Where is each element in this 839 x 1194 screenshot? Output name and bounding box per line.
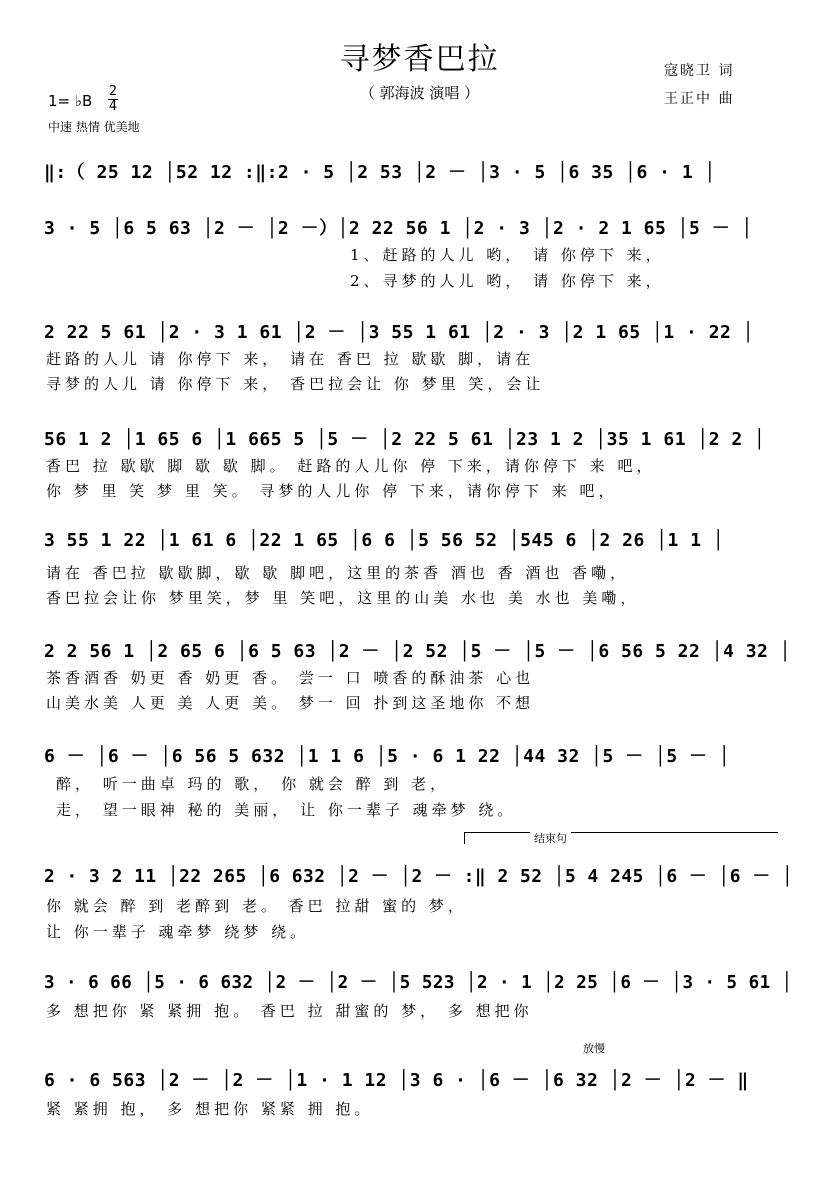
- lyrics-line-2-verse-2: 2、寻梦的人儿 哟， 请 你停下 来，: [350, 272, 665, 290]
- lyricist-credit: 寇晓卫 词: [664, 63, 735, 79]
- notation-line-10: 6 · 6 563 │2 － │2 － │1 · 1 12 │3 6 · │6 － │6 32 │2 － │2 － ‖: [44, 1070, 749, 1091]
- lyrics-line-7-verse-1: 醉， 听一曲卓 玛的 歌， 你 就会 醉 到 老，: [56, 775, 450, 793]
- key-signature: 1= ♭B: [48, 92, 93, 110]
- notation-line-4: 56 1 2 │1 65 6 │1 665 5 │5 － │2 22 5 61 │23 1 2 │35 1 61 │2 2 │: [44, 429, 766, 450]
- lyrics-line-10: 紧 紧拥 抱， 多 想把你 紧紧 拥 抱。: [46, 1100, 374, 1118]
- notation-line-3: 2 22 5 61 │2 · 3 1 61 │2 － │3 55 1 61 │2 · 3 │2 1 65 │1 · 22 │: [44, 322, 755, 343]
- lyrics-line-3-verse-2: 寻梦的人儿 请 你停下 来， 香巴拉会让 你 梦里 笑，会让: [46, 375, 545, 393]
- end-section-bracket: [464, 832, 778, 833]
- end-section-label: 结束句: [530, 830, 571, 846]
- lyrics-line-5-verse-1: 请在 香巴拉 歇歇脚，歇 歇 脚吧，这里的茶香 酒也 香 酒也 香嘞，: [46, 564, 630, 582]
- lyrics-line-7-verse-2: 走， 望一眼神 秘的 美丽， 让 你一辈子 魂牵梦 绕。: [56, 801, 517, 819]
- lyrics-line-8-verse-1: 你 就会 醉 到 老醉到 老。 香巴 拉甜 蜜的 梦，: [46, 897, 467, 915]
- lyrics-line-3-verse-1: 赶路的人儿 请 你停下 来， 请在 香巴 拉 歇歇 脚，请在: [46, 350, 535, 368]
- notation-line-6: 2 2 56 1 │2 65 6 │6 5 63 │2 － │2 52 │5 － │5 － │6 56 5 22 │4 32 │: [44, 641, 792, 662]
- time-signature: [108, 86, 118, 113]
- lyrics-line-8-verse-2: 让 你一辈子 魂牵梦 绕梦 绕。: [46, 923, 310, 941]
- lyrics-line-4-verse-2: 你 梦 里 笑 梦 里 笑。 寻梦的人儿你 停 下来，请你停下 来 吧，: [46, 482, 618, 500]
- time-signature-bottom: 4: [108, 99, 118, 114]
- song-title: 寻梦香巴拉: [339, 42, 500, 77]
- composer-credit: 王正中 曲: [664, 91, 735, 107]
- tempo-marking: 中速 热情 优美地: [48, 120, 140, 134]
- lyrics-line-2-verse-1: 1、赶路的人儿 哟， 请 你停下 来，: [350, 246, 665, 264]
- lyrics-line-6-verse-2: 山美水美 人更 美 人更 美。 梦一 回 扑到这圣地你 不想: [46, 694, 535, 712]
- lyrics-line-6-verse-1: 茶香酒香 奶更 香 奶更 香。 尝一 口 喷香的酥油茶 心也: [46, 669, 535, 687]
- notation-line-1: ‖:（ 25 12 │52 12 :‖:2 · 5 │2 53 │2 － │3 · 5 │6 35 │6 · 1 │: [44, 162, 716, 183]
- notation-line-2: 3 · 5 │6 5 63 │2 － │2 －）│2 22 56 1 │2 · 3 │2 · 2 1 65 │5 － │: [44, 218, 753, 239]
- notation-line-5: 3 55 1 22 │1 61 6 │22 1 65 │6 6 │5 56 52 │545 6 │2 26 │1 1 │: [44, 530, 725, 551]
- notation-line-9: 3 · 6 66 │5 · 6 632 │2 － │2 － │5 523 │2 · 1 │2 25 │6 － │3 · 5 61 │: [44, 972, 793, 993]
- notation-line-7: 6 － │6 － │6 56 5 632 │1 1 6 │5 · 6 1 22 │44 32 │5 － │5 － │: [44, 746, 731, 767]
- singer-credit: （ 郭海波 演唱 ）: [359, 84, 480, 102]
- lyrics-line-4-verse-1: 香巴 拉 歇歇 脚 歇 歇 脚。 赶路的人儿你 停 下来，请你停下 来 吧，: [46, 457, 656, 475]
- lyrics-line-9: 多 想把你 紧 紧拥 抱。 香巴 拉 甜蜜的 梦， 多 想把你: [46, 1002, 533, 1020]
- time-signature-top: 2: [108, 84, 118, 99]
- notation-line-8: 2 · 3 2 11 │22 265 │6 632 │2 － │2 － :‖ 2 52 │5 4 245 │6 － │6 － │: [44, 866, 794, 887]
- end-section-bracket-tick: [464, 832, 465, 844]
- lyrics-line-5-verse-2: 香巴拉会让你 梦里笑，梦 里 笑吧，这里的山美 水也 美 水也 美嘞，: [46, 589, 640, 607]
- slow-down-marking: 放慢: [583, 1042, 605, 1055]
